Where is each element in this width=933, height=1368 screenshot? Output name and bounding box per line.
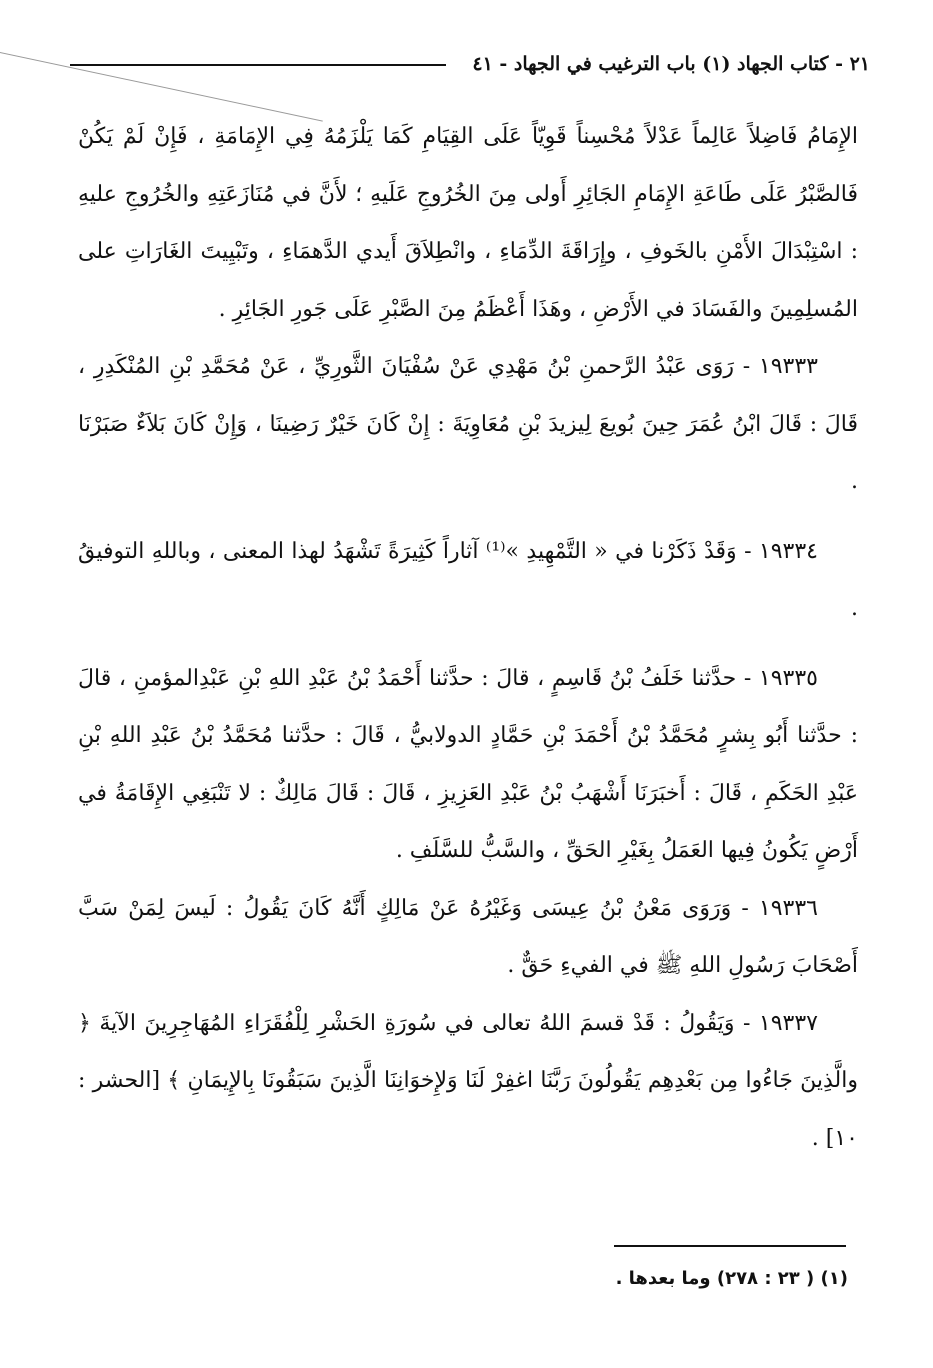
paragraph-19335: ١٩٣٣٥ - حدَّثنا خَلَفُ بْنُ قَاسِمٍ ، قالَ : حدَّثنا أَحْمَدُ بْنُ عَبْدِ اللهِ بْنِ عَبْدِالمؤمنِ ، قالَ : حدَّثنا أَبُو بِشرٍ مُحَمَّدُ بْنُ أَحْمَدَ بْنِ حَمَّادٍ الدولابيُّ ، قَالَ : حدَّثنا مُحَمَّدُ بْنُ عَبْدِ اللهِ بْنِ عَبْدِ الحَكَمِ ، قَالَ : أَخبَرَنَا أَشْهَبُ بْنُ عَبْدِ العَزِيزِ ، قَالَ : قَالَ مَالِكٌ : لا تَنْبَغِي الإِقَامَةُ في أَرْضٍ يَكُونُ فِيها العَمَلُ بِغَيْرِ الحَقِّ ، والسَّبُّ للسَّلَفِ . xyxy=(78,665,858,863)
footnote-rule xyxy=(614,1245,846,1247)
paragraph-19336: ١٩٣٣٦ - وَرَوَى مَعْنُ بْنُ عِيسَى وَغَيْرُهُ عَنْ مَالِكٍ أَنَّهُ كَانَ يَقُولُ : لَيسَ لِمَنْ سَبَّ أَصْحَابَ رَسُولِ اللهِ ﷺ في الفيءِ حَقٌّ . xyxy=(78,895,858,978)
main-text xyxy=(78,108,858,1167)
running-head: ٢١ - كتاب الجهاد (١) باب الترغيب في الجهاد - ٤١ xyxy=(472,53,870,75)
paragraph-19333: ١٩٣٣٣ - رَوَى عَبْدُ الرَّحمنِ بْنُ مَهْدِي عَنْ سُفْيَانَ الثَّورِيِّ ، عَنْ مُحَمَّدِ بْنِ المُنْكَدِرِ ، قَالَ : قَالَ ابْنُ عُمَرَ حِينَ بُويعَ لِيزيدَ بْنِ مُعَاوِيَةَ : إِنْ كَانَ خَيْرٌ رَضِينَا ، وَإِنْ كَانَ بَلاَءٌ صَبَرْنَا . xyxy=(78,354,858,494)
paragraph-19337: ١٩٣٣٧ - وَيَقُولُ : قَدْ قسمَ اللهُ تعالى في سُورَةِ الحَشْرِ لِلْفُقَرَاءِ المُهَاجِرِينَ الآيةَ ﴿ والَّذِينَ جَاءُوا مِن بَعْدِهِم يَقُولُونَ رَبَّنَا اغفِرْ لَنَا وَلإِخوَانِنَا الَّذِينَ سَبَقُونَا بِالإِيمَانِ ﴾ [الحشر : ١٠] . xyxy=(78,1010,858,1151)
header-rule xyxy=(70,64,446,66)
paragraph-19334: ١٩٣٣٤ - وَقَدْ ذَكَرْنا في « التَّمْهِيدِ »⁽¹⁾ آثاراً كَثِيرَةً تَشْهَدُ لهذا المعنى ، وباللهِ التوفيقُ . xyxy=(78,538,858,621)
page-header xyxy=(70,44,870,84)
footnote: (١) ( ٢٣ : ٢٧٨) وما بعدها . xyxy=(615,1268,848,1289)
paragraph-continuation: الإِمَامُ فَاضِلاً عَالِماً عَدْلاً مُحْسِناً قَوِيّاً عَلَى القِيَامِ كَمَا يَلْزَمُهُ فِي الإِمَامَةِ ، فَإِنْ لَمْ يَكُنْ فَالصَّبْرُ عَلَى طَاعَةِ الإِمَامِ الجَائِرِ أَولى مِنَ الخُرُوجِ عَلَيهِ ؛ لأَنَّ في مُنَازَعَتِهِ والخُرُوجِ عليهِ : اسْتِبْدَالَ الأَمْنِ بالخَوفِ ، وإِرَاقَةَ الدِّمَاءِ ، وانْطِلاَقَ أَيدي الدَّهمَاءِ ، وتَبْيِيتَ الغَارَاتِ على المُسلِمِينَ والفَسَادَ في الأَرْضِ ، وهَذَا أَعْظَمُ مِنَ الصَّبْرِ عَلَى جَورِ الجَائِرِ . xyxy=(78,124,858,322)
